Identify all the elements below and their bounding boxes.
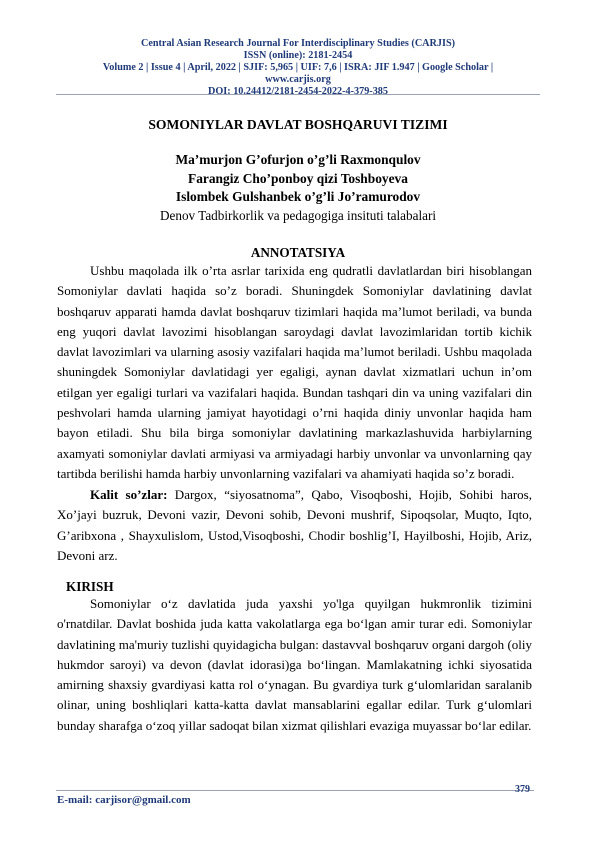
page-number: 379 (515, 784, 530, 795)
keywords-label: Kalit so’zlar: (90, 487, 168, 502)
volume-line: Volume 2 | Issue 4 | April, 2022 | SJIF: 5,965 | UIF: 7,6 | ISRA: JIF 1.947 | Google Scholar | (102, 62, 494, 73)
journal-header (56, 38, 540, 98)
website-link[interactable]: www.carjis.org (265, 74, 331, 85)
article-title: SOMONIYLAR DAVLAT BOSHQARUVI TIZIMI (148, 117, 448, 132)
footer-divider (56, 790, 534, 791)
author-2: Farangiz Cho’ponboy qizi Toshboyeva (188, 170, 408, 186)
intro-text: Somoniylar o‘z davlatida juda yaxshi yo'lga quyilgan hukmronlik tizimini o'rnatdilar. Davlat boshida juda katta vakolatlarga ega bo‘lgan amir turar edi. Somoniylar davlatining ma'muriy tuzlishi quyidagicha bulgan: dastavval boshqaruv organi dargoh (oliy hukmdor saroyi) va devon (davlat idorasi)ga bo‘lingan. Mamlakatning ichki siyosatida amirning shaxsiy gvardiyasi katta rol o‘ynagan. Bu gvardiya turk g‘ulomlaridan saralanib olinar, uning boshliqlari katta-katta davlat mansablarini egallar edilar. Turk g‘ulomlari bunday sharafga o‘zoq yillar sadoqat bilan xizmat qilishlari evaziga muyassar bo‘lar edilar. (57, 596, 532, 733)
contact-email[interactable]: E-mail: carjisor@gmail.com (57, 794, 191, 806)
author-affiliation: Denov Tadbirkorlik va pedagogiga insituti talabalari (159, 208, 437, 223)
intro-heading: KIRISH (66, 579, 114, 594)
abstract-heading: ANNOTATSIYA (250, 245, 346, 260)
keywords-list: Dargox, “siyosatnoma”, Qabo, Visoqboshi, Hojib, Sohibi haros, Xo’jayi buzruk, Devoni vazir, Devoni sohib, Devoni mushrif, Sipoqsolar, Muqto, Iqto, G’aribxona , Shayxulislom, Ustod,Visoqboshi, Chodir boshlig’I, Hayilboshi, Hojib, Ariz, Devoni arz. (57, 487, 532, 563)
issn: ISSN (online): 2181-2454 (243, 50, 353, 61)
abstract-text: Ushbu maqolada ilk o’rta asrlar tarixida eng qudratli davlatlardan biri hisoblangan Somoniylar davlati haqida so’z boradi. Shuningdek Somoniylar davlatining davlat boshqaruv apparati hamda davlat boshqaruv tizimlari haqida ma’lumot beriladi, va bunda eng yuqori davlat lavozimi hisoblangan saroydagi davlat lavozimlaridan tortib kichik davlat lavozimlari va ularning asosiy vazifalari haqida ma’lumot beriladi. Ushbu maqolada shuningdek Somoniylar davlatidagi yer egaligi, aynan davlat xizmatlari uchun in’om etilgan yer egaligi turlari va vazifalari haqida. Bundan tashqari din va uning vazifalari din peshvolari hamda ularning jamiyat hayotidagi o’rni haqida diniy unvonlar haqida ham bayon etiladi. Shu bila birga somoniylar davlatining markazlashuvida harbiylarning axamyati somoniylar davlati armiyasi va armiyadagi harbiy unvonlar va unvonlarning qay tartibda berilishi hamda harbiy unvonlarning vazifalari va ahamiyati haqida so’z boradi. (57, 263, 532, 481)
journal-name: Central Asian Research Journal For Interdisciplinary Studies (CARJIS) (140, 38, 456, 49)
header-divider (56, 94, 540, 95)
keywords-paragraph (57, 485, 532, 566)
author-list (56, 151, 540, 207)
author-3: Islombek Gulshanbek o’g’li Jo’ramurodov (175, 189, 421, 205)
doi[interactable]: DOI: 10.24412/2181-2454-2022-4-379-385 (208, 86, 388, 97)
author-1: Ma’murjon G’ofurjon o’g’li Raxmonqulov (175, 152, 421, 167)
